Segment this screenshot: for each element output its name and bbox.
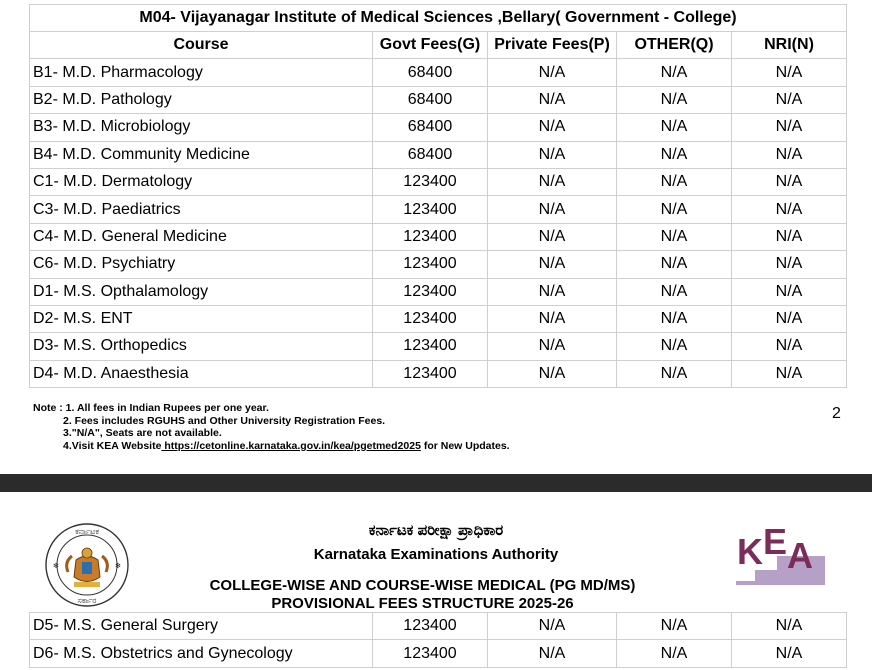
govt-fee-cell: 123400 (373, 640, 488, 667)
kea-logo-text (737, 522, 813, 576)
header-course: Course (30, 32, 373, 59)
private-fee-cell: N/A (488, 168, 617, 195)
table-row (30, 59, 847, 86)
other-fee-cell: N/A (617, 251, 732, 278)
nri-fee-cell: N/A (732, 168, 847, 195)
table-row (30, 141, 847, 168)
course-cell: B4- M.D. Community Medicine (30, 141, 373, 168)
header-nri: NRI(N) (732, 32, 847, 59)
header-private-fees: Private Fees(P) (488, 32, 617, 59)
college-title: M04- Vijayanagar Institute of Medical Sciences ,Bellary( Government - College) (30, 5, 847, 32)
govt-fee-cell: 123400 (373, 168, 488, 195)
govt-fee-cell: 123400 (373, 613, 488, 640)
govt-fee-cell: 68400 (373, 59, 488, 86)
private-fee-cell: N/A (488, 223, 617, 250)
private-fee-cell: N/A (488, 141, 617, 168)
private-fee-cell: N/A (488, 278, 617, 305)
govt-fee-cell: 123400 (373, 305, 488, 332)
authority-name: Karnataka Examinations Authority (313, 546, 559, 563)
other-fee-cell: N/A (617, 613, 732, 640)
svg-text:✻: ✻ (53, 563, 59, 570)
emblem-top-text: ಕರ್ನಾಟಕ (75, 527, 99, 536)
course-cell: C3- M.D. Paediatrics (30, 196, 373, 223)
nri-fee-cell: N/A (732, 86, 847, 113)
document-heading-1: COLLEGE-WISE AND COURSE-WISE MEDICAL (PG MD/MS) (209, 577, 636, 594)
nri-fee-cell: N/A (732, 360, 847, 387)
note-line-4-suffix: for New Updates. (420, 439, 510, 452)
nri-fee-cell: N/A (732, 59, 847, 86)
page-gap (0, 474, 872, 492)
page-number: 2 (832, 405, 841, 422)
other-fee-cell: N/A (617, 223, 732, 250)
note-line-2: 2. Fees includes RGUHS and Other University Registration Fees. (63, 414, 386, 427)
note-line-4-prefix: 4.Visit KEA Website (63, 439, 162, 452)
nri-fee-cell: N/A (732, 640, 847, 667)
govt-fee-cell: 68400 (373, 114, 488, 141)
govt-fee-cell: 123400 (373, 278, 488, 305)
table-row (30, 86, 847, 113)
notes (33, 402, 510, 452)
nri-fee-cell: N/A (732, 278, 847, 305)
nri-fee-cell: N/A (732, 114, 847, 141)
table-row (30, 305, 847, 332)
private-fee-cell: N/A (488, 59, 617, 86)
kea-logo (735, 522, 827, 586)
course-cell: D5- M.S. General Surgery (30, 613, 373, 640)
course-cell: D3- M.S. Orthopedics (30, 333, 373, 360)
other-fee-cell: N/A (617, 168, 732, 195)
nri-fee-cell: N/A (732, 251, 847, 278)
private-fee-cell: N/A (488, 333, 617, 360)
other-fee-cell: N/A (617, 141, 732, 168)
other-fee-cell: N/A (617, 305, 732, 332)
other-fee-cell: N/A (617, 640, 732, 667)
note-line-4 (33, 440, 510, 453)
kea-logo-letter-e: E (763, 522, 788, 562)
kea-logo-letter-k: K (737, 531, 763, 572)
private-fee-cell: N/A (488, 360, 617, 387)
header-other: OTHER(Q) (617, 32, 732, 59)
private-fee-cell: N/A (488, 251, 617, 278)
document-heading-2: PROVISIONAL FEES STRUCTURE 2025-26 (271, 595, 574, 612)
nri-fee-cell: N/A (732, 613, 847, 640)
course-cell: D4- M.D. Anaesthesia (30, 360, 373, 387)
other-fee-cell: N/A (617, 360, 732, 387)
private-fee-cell: N/A (488, 86, 617, 113)
course-cell: D1- M.S. Opthalamology (30, 278, 373, 305)
table-row (30, 251, 847, 278)
govt-fee-cell: 123400 (373, 251, 488, 278)
private-fee-cell: N/A (488, 305, 617, 332)
govt-fee-cell: 123400 (373, 360, 488, 387)
fees-table-page-1 (29, 4, 847, 388)
header-row (30, 32, 847, 59)
svg-text:✻: ✻ (115, 563, 121, 570)
nri-fee-cell: N/A (732, 223, 847, 250)
nri-fee-cell: N/A (732, 333, 847, 360)
table-row (30, 333, 847, 360)
table-row (30, 613, 847, 640)
other-fee-cell: N/A (617, 278, 732, 305)
kea-website-link[interactable]: https://cetonline.karnataka.gov.in/kea/pgetmed2025 (161, 439, 421, 452)
table-row (30, 278, 847, 305)
private-fee-cell: N/A (488, 613, 617, 640)
fees-table-page-2 (29, 612, 847, 668)
course-cell: C1- M.D. Dermatology (30, 168, 373, 195)
course-cell: C4- M.D. General Medicine (30, 223, 373, 250)
govt-fee-cell: 123400 (373, 223, 488, 250)
private-fee-cell: N/A (488, 196, 617, 223)
kea-logo-letter-a: A (787, 535, 814, 576)
table-row (30, 640, 847, 667)
kannada-title: ಕರ್ನಾಟಕ ಪರೀಕ್ಷಾ ಪ್ರಾಧಿಕಾರ (368, 522, 504, 539)
note-line-3: 3."N/A", Seats are not available. (63, 427, 222, 440)
nri-fee-cell: N/A (732, 141, 847, 168)
course-cell: B1- M.D. Pharmacology (30, 59, 373, 86)
header-govt-fees: Govt Fees(G) (373, 32, 488, 59)
college-title-row (30, 5, 847, 32)
govt-fee-cell: 123400 (373, 333, 488, 360)
table-row (30, 360, 847, 387)
private-fee-cell: N/A (488, 640, 617, 667)
course-cell: D6- M.S. Obstetrics and Gynecology (30, 640, 373, 667)
page-2 (0, 492, 872, 670)
other-fee-cell: N/A (617, 196, 732, 223)
table-row (30, 114, 847, 141)
private-fee-cell: N/A (488, 114, 617, 141)
govt-fee-cell: 68400 (373, 141, 488, 168)
other-fee-cell: N/A (617, 59, 732, 86)
nri-fee-cell: N/A (732, 196, 847, 223)
nri-fee-cell: N/A (732, 305, 847, 332)
table-row (30, 168, 847, 195)
other-fee-cell: N/A (617, 86, 732, 113)
course-cell: B3- M.D. Microbiology (30, 114, 373, 141)
table-row (30, 196, 847, 223)
table-row (30, 223, 847, 250)
emblem-bottom-text: ಸರ್ಕಾರ (77, 596, 97, 605)
other-fee-cell: N/A (617, 114, 732, 141)
course-cell: C6- M.D. Psychiatry (30, 251, 373, 278)
other-fee-cell: N/A (617, 333, 732, 360)
govt-fee-cell: 123400 (373, 196, 488, 223)
course-cell: B2- M.D. Pathology (30, 86, 373, 113)
course-cell: D2- M.S. ENT (30, 305, 373, 332)
govt-fee-cell: 68400 (373, 86, 488, 113)
note-line-1: Note : 1. All fees in Indian Rupees per one year. (33, 402, 269, 414)
